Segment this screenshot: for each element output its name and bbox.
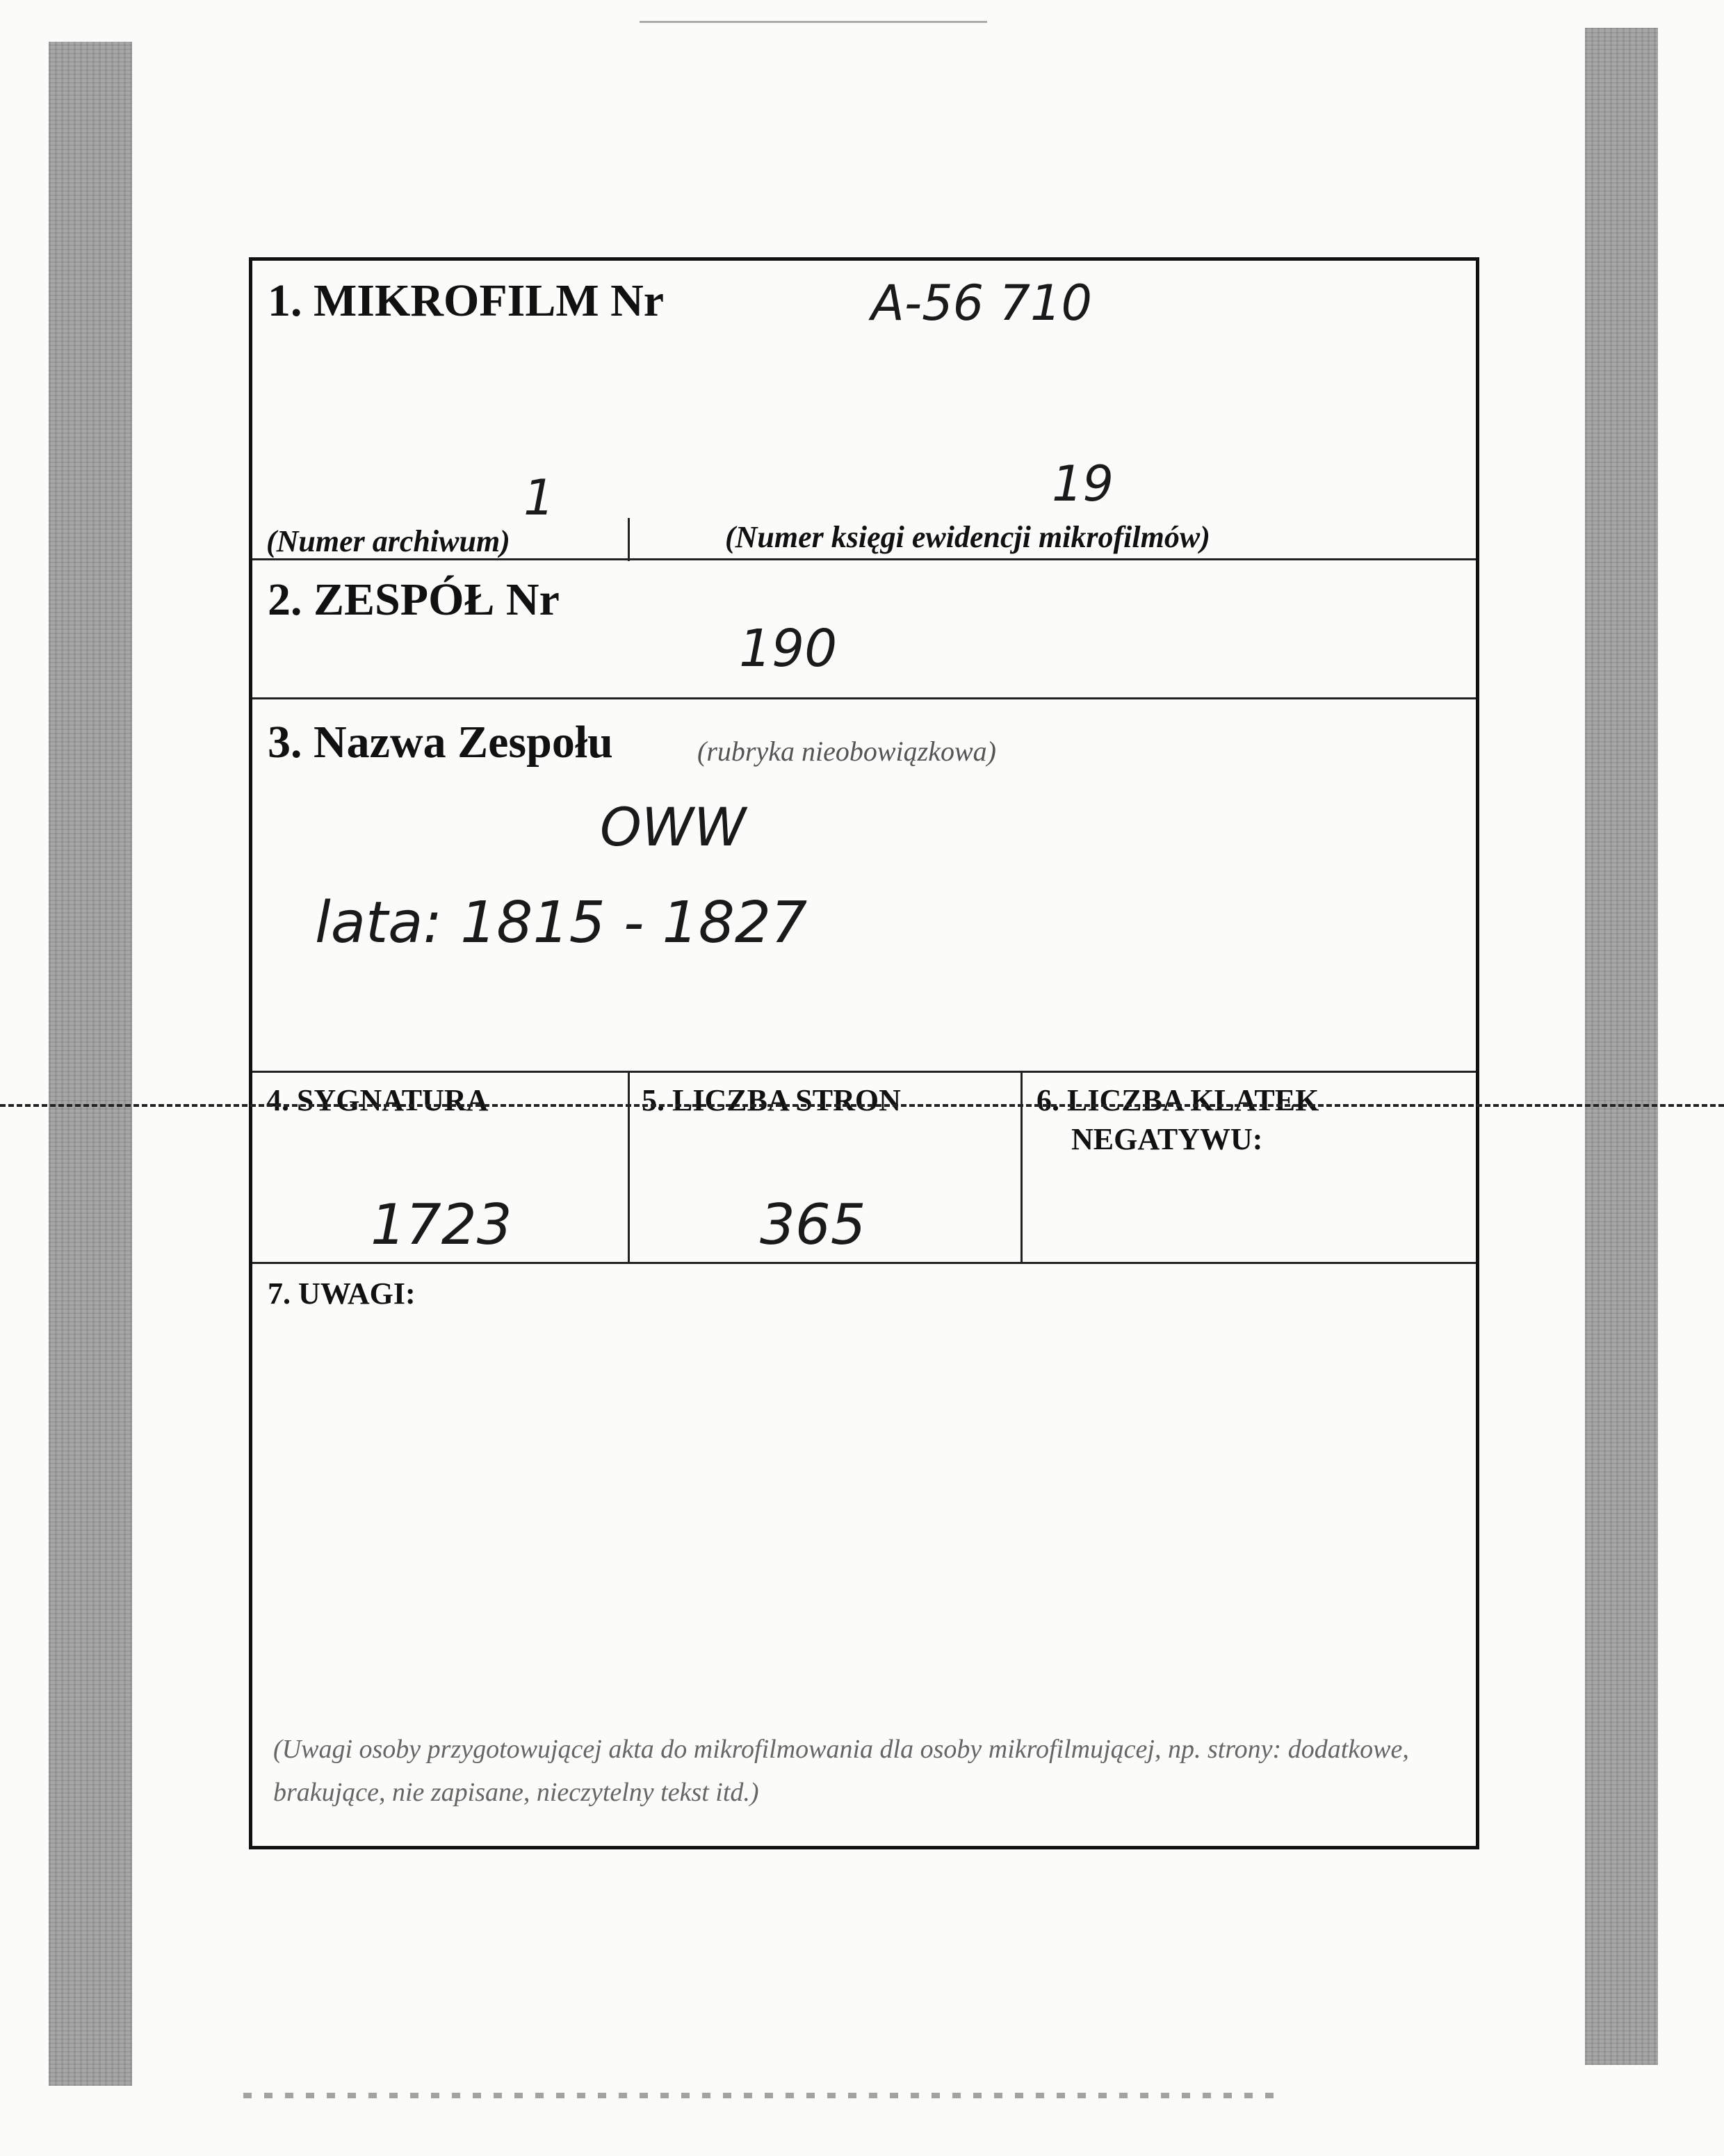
field5-value[interactable]: 365 (760, 1192, 866, 1257)
field6-label-line1: 6. LICZBA KLATEK (1036, 1083, 1319, 1117)
microfilm-form (249, 257, 1479, 1849)
field7-label: 7. UWAGI: (268, 1276, 416, 1311)
field4-value[interactable]: 1723 (371, 1192, 512, 1257)
scan-edge-right (1585, 28, 1658, 2065)
scan-fold-line (0, 1104, 1724, 1107)
register-number-label: (Numer księgi ewidencji mikrofilmów) (725, 520, 1210, 554)
register-number-value[interactable]: 19 (1052, 455, 1114, 512)
archive-number-label: (Numer archiwum) (266, 524, 510, 558)
field7-note: (Uwagi osoby przygotowującej akta do mikrofilmowania dla osoby mikrofilmującej, np. strony: dodatkowe, brakujące, nie zapisane, nieczytelny tekst itd.) (273, 1735, 1409, 1807)
col-divider-4-5 (628, 1071, 630, 1262)
row-divider-1 (252, 558, 1476, 560)
field2-value[interactable]: 190 (739, 619, 838, 679)
field3-optional-note: (rubryka nieobowiązkowa) (697, 736, 996, 767)
col-divider-5-6 (1020, 1071, 1023, 1262)
field3-label: 3. Nazwa Zespołu (268, 717, 613, 768)
field1-divider (628, 518, 630, 561)
field6-label-line2: NEGATYWU: (1071, 1122, 1263, 1156)
field3-years[interactable]: lata: 1815 - 1827 (315, 890, 808, 956)
field2-label: 2. ZESPÓŁ Nr (268, 574, 560, 625)
row-divider-4 (252, 1262, 1476, 1264)
field1-value[interactable]: A-56 710 (871, 275, 1093, 332)
field3-value[interactable]: OWW (600, 796, 747, 858)
row-divider-2 (252, 697, 1476, 699)
field4-label: 4. SYGNATURA (266, 1083, 489, 1117)
scan-artifact-bottom (243, 2093, 1286, 2098)
field1-label: 1. MIKROFILM Nr (268, 275, 665, 326)
archive-number-value[interactable]: 1 (523, 469, 555, 526)
scan-edge-left (49, 42, 132, 2086)
scan-artifact-top (640, 21, 987, 23)
field5-label: 5. LICZBA STRON (642, 1083, 901, 1117)
row-divider-3 (252, 1071, 1476, 1073)
